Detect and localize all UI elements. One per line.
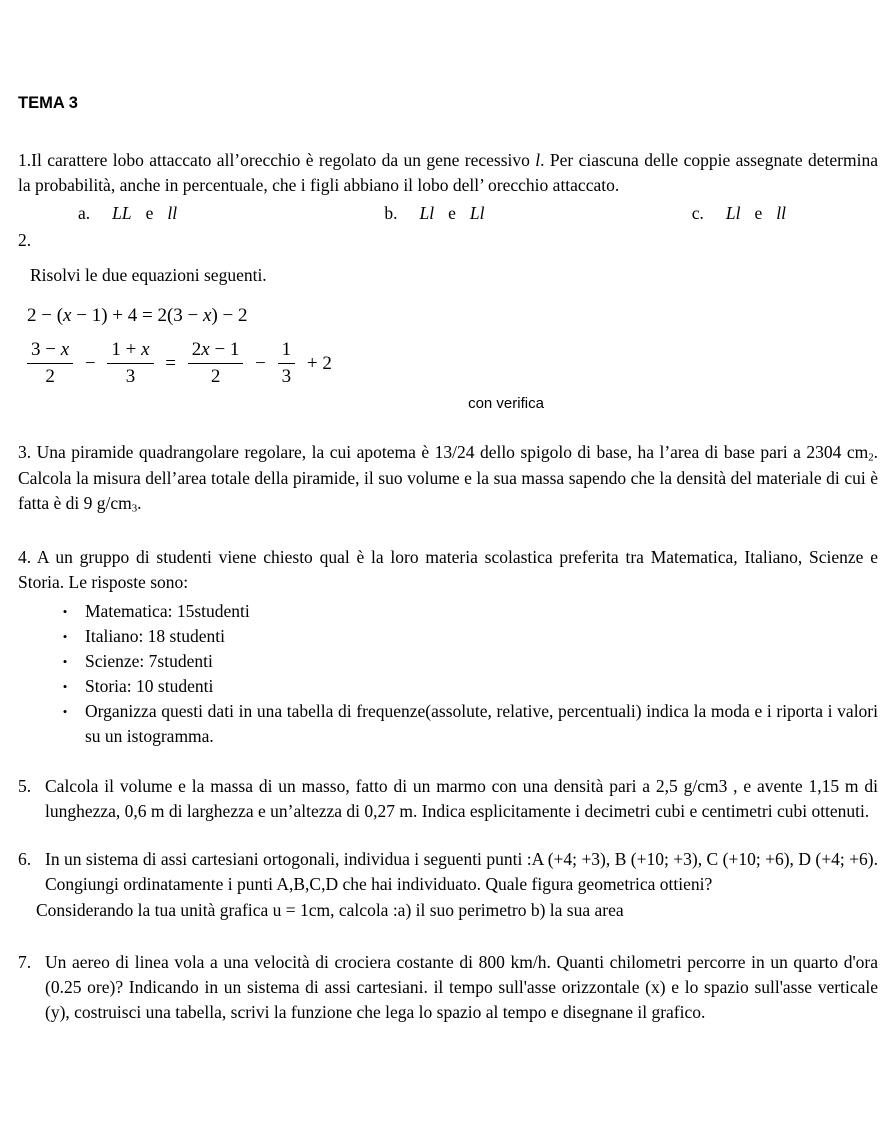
equation-1-variable: x xyxy=(63,304,72,326)
list-item xyxy=(18,699,878,749)
fraction-4 xyxy=(278,339,296,388)
bullet-icon: • xyxy=(62,653,68,669)
fraction-2-denominator: 3 xyxy=(125,365,136,387)
fraction-3-numerator: 2x − 1 xyxy=(188,339,244,364)
option-a-label: a. xyxy=(78,202,91,223)
equation-1-variable: x xyxy=(203,304,212,326)
fraction-3 xyxy=(188,339,244,388)
option-b-label: b. xyxy=(384,202,398,223)
fraction-1 xyxy=(27,339,73,388)
problem-1-part2: . Per ciascuna delle coppie assegnate determina la probabilità, anche in percentuale, che i figli abbiano il lobo dell’ orecchio attaccato. xyxy=(18,149,878,195)
problem-3-subscript-1: 2 xyxy=(868,451,874,464)
option-a-conjunction: e xyxy=(145,202,154,223)
problem-1-text xyxy=(18,148,878,198)
option-b-genotype-1: Ll xyxy=(419,202,435,223)
option-a-genotype-2: ll xyxy=(167,202,178,223)
page-title: TEMA 3 xyxy=(18,94,78,112)
problem-5-number: 5. xyxy=(18,775,32,796)
option-c xyxy=(692,201,786,226)
option-c-genotype-1: Ll xyxy=(725,202,741,223)
operator-minus: − xyxy=(84,352,96,374)
bullet-icon: • xyxy=(62,628,68,644)
problem-7-text: Un aereo di linea vola a una velocità di crociera costante di 800 km/h. Quanti chilometri percorre in un quarto d'ora (0.25 ore)? Indicando in un sistema di assi cartesiani. il tempo sull'asse orizzontale (x) e lo spazio sull'asse verticale (y), costruisci una tabella, scrivi la funzione che lega lo spazio al tempo e disegnane il grafico. xyxy=(45,951,878,1022)
problem-6-number: 6. xyxy=(18,848,32,869)
problem-4-intro: 4. A un gruppo di studenti viene chiesto qual è la loro materia scolastica preferita tra Matematica, Italiano, Scienze e Storia. Le risposte sono: xyxy=(18,546,878,592)
problem-2-intro: Risolvi le due equazioni seguenti. xyxy=(30,264,267,285)
equation-2 xyxy=(27,339,878,388)
problem-7 xyxy=(18,950,878,1025)
problem-1-gene-symbol: l xyxy=(535,149,541,170)
problem-3-part1: 3. Una piramide quadrangolare regolare, la cui apotema è 13/24 dello spigolo di base, ha l’area di base pari a 2304 cm xyxy=(18,441,869,462)
operator-equals: = xyxy=(165,352,176,374)
problem-7-number: 7. xyxy=(18,951,32,972)
list-item xyxy=(18,624,878,649)
bullet-icon: • xyxy=(62,603,68,619)
problem-4-bullet-list xyxy=(18,599,878,749)
con-verifica-note: con verifica xyxy=(468,394,544,412)
option-b xyxy=(384,201,484,226)
problem-6 xyxy=(18,847,878,897)
option-b-genotype-2: Ll xyxy=(469,202,485,223)
problem-5-text: Calcola il volume e la massa di un masso, fatto di un marmo con una densità pari a 2,5 g/cm3 , e avente 1,15 m di lunghezza, 0,6 m di larghezza e un’altezza di 0,27 m. Indica esplicitamente i decimetri cubi e centimetri cubi ottenuti. xyxy=(45,775,878,821)
problem-2-number: 2. xyxy=(18,229,32,250)
fraction-4-numerator: 1 xyxy=(278,339,296,364)
bullet-text-italiano: Italiano: 18 studenti xyxy=(85,625,225,646)
equation-1-part: − 1) + 4 = 2(3 − xyxy=(71,304,203,326)
problem-1-part1: 1.Il carattere lobo attaccato all’orecchio è regolato da un gene recessivo xyxy=(18,149,536,170)
problem-1-options xyxy=(18,201,878,226)
bullet-text-scienze: Scienze: 7studenti xyxy=(85,650,213,671)
fraction-3-denominator: 2 xyxy=(210,365,221,387)
bullet-text-storia: Storia: 10 studenti xyxy=(85,675,214,696)
list-item xyxy=(18,649,878,674)
option-c-label: c. xyxy=(691,202,704,223)
fraction-4-denominator: 3 xyxy=(281,365,292,387)
fraction-1-denominator: 2 xyxy=(45,365,55,387)
bullet-icon: • xyxy=(62,703,68,719)
option-c-genotype-2: ll xyxy=(776,202,786,223)
operator-minus: − xyxy=(255,352,266,374)
equation-1 xyxy=(27,302,878,329)
option-a xyxy=(78,201,177,226)
equation-2-tail: + 2 xyxy=(306,352,332,374)
problem-5 xyxy=(18,774,878,824)
option-b-conjunction: e xyxy=(448,202,456,223)
option-c-conjunction: e xyxy=(754,202,763,223)
problem-6-text: In un sistema di assi cartesiani ortogonali, individua i seguenti punti :A (+4; +3), B (+10; +3), C (+10; +6), D (+4; +6). Congiungi ordinatamente i punti A,B,C,D che hai individuato. Quale figura geometrica ottieni? xyxy=(45,848,878,894)
problem-3-text xyxy=(18,440,878,517)
bullet-icon: • xyxy=(62,678,68,694)
equation-1-part: ) − 2 xyxy=(211,304,248,326)
equation-1-part: 2 − ( xyxy=(27,304,64,326)
bullet-text-organizza: Organizza questi dati in una tabella di frequenze(assolute, relative, percentuali) indica la moda e i riporta i valori su un istogramma. xyxy=(85,700,878,746)
problem-3-subscript-2: 3 xyxy=(131,502,138,515)
option-a-genotype-1: LL xyxy=(112,202,132,223)
list-item xyxy=(18,674,878,699)
problem-6-followup: Considerando la tua unità grafica u = 1cm, calcola :a) il suo perimetro b) la sua area xyxy=(36,899,624,920)
fraction-1-numerator: 3 − x xyxy=(27,339,73,364)
problem-3-part2: . Calcola la misura dell’area totale della piramide, il suo volume e la sua massa sapendo che la densità del materiale di cui è fatta è di 9 g/cm xyxy=(18,441,878,513)
problem-3-part3: . xyxy=(137,492,142,513)
list-item xyxy=(18,599,878,624)
bullet-text-matematica: Matematica: 15studenti xyxy=(85,600,250,621)
fraction-2-numerator: 1 + x xyxy=(107,339,153,364)
fraction-2 xyxy=(107,339,153,388)
